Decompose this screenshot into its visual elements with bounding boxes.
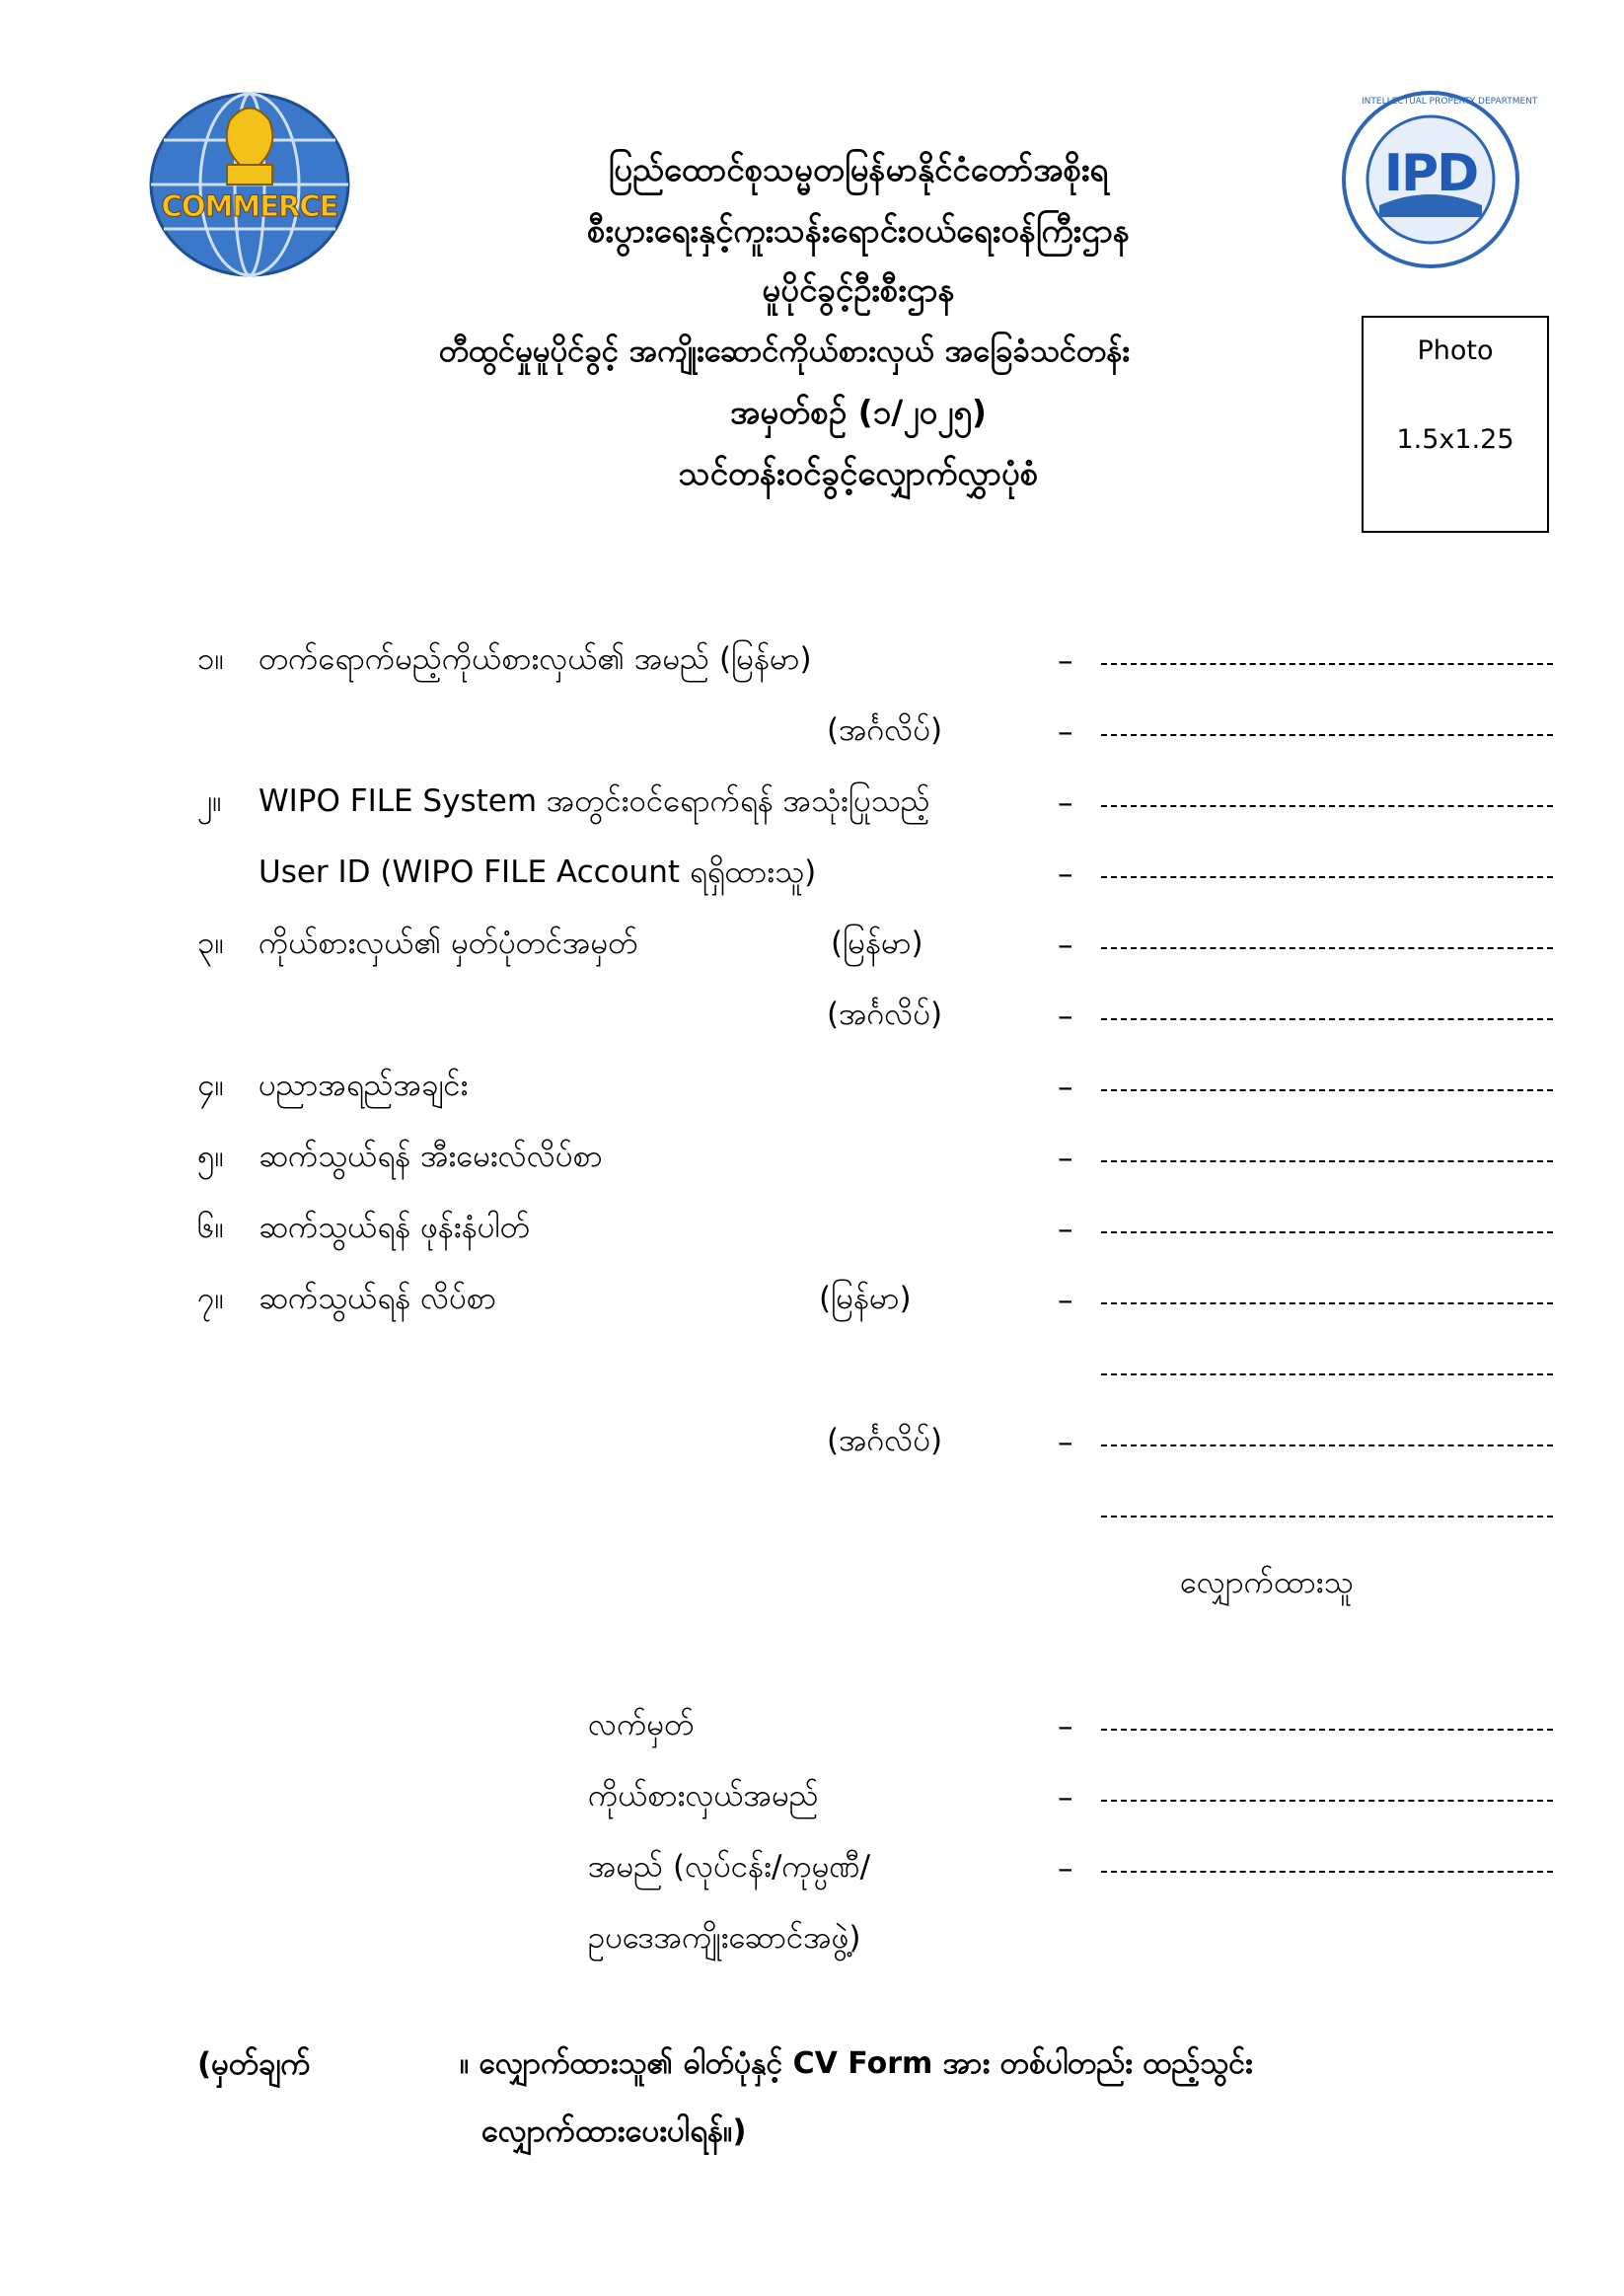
- field-7-myanmar-input-2[interactable]: [1101, 1373, 1553, 1375]
- field-2-dash: –: [1058, 785, 1073, 821]
- field-2-input[interactable]: [1101, 805, 1553, 807]
- field-7-english-label: (အင်္ဂလိပ်): [827, 1423, 943, 1458]
- field-7-english-input-2[interactable]: [1101, 1516, 1553, 1518]
- commerce-logo-text: COMMERCE: [161, 189, 338, 223]
- field-3-dash: –: [1058, 927, 1073, 963]
- header-line-2: စီးပွားရေးနှင့်ကူးသန်းရောင်းဝယ်ရေးဝန်ကြီးဌာန: [586, 211, 1131, 250]
- field-7-myanmar-label: (မြန်မာ): [819, 1281, 912, 1316]
- field-5-input[interactable]: [1101, 1160, 1553, 1162]
- org-name-dash: –: [1058, 1851, 1073, 1887]
- field-6-dash: –: [1058, 1212, 1073, 1247]
- header-line-3: မူပိုင်ခွင့်ဦးစီးဌာန: [762, 270, 955, 309]
- org-name-input[interactable]: [1101, 1871, 1553, 1873]
- field-7-myanmar-input[interactable]: [1101, 1302, 1553, 1304]
- ipd-ring-text: INTELLECTUAL PROPERTY DEPARTMENT: [1362, 97, 1538, 107]
- field-2-userid-dash: –: [1058, 856, 1073, 892]
- commerce-logo: [146, 91, 353, 278]
- ipd-logo-text: IPD: [1383, 144, 1478, 203]
- header-line-4: တီထွင်မှုမူပိုင်ခွင့် အကျိုးဆောင်ကိုယ်စားလှယ် အခြေခံသင်တန်း: [438, 333, 1131, 369]
- field-7-english-input[interactable]: [1101, 1444, 1553, 1446]
- signature-dash: –: [1058, 1709, 1073, 1744]
- signature-label: လက်မှတ်: [588, 1707, 695, 1742]
- note-text-2: လျှောက်ထားပေးပါရန်။): [481, 2113, 747, 2149]
- agent-name-label: ကိုယ်စားလှယ်အမည်: [588, 1778, 819, 1814]
- field-1-label: တက်ရောက်မည့်ကိုယ်စားလှယ်၏ အမည် (မြန်မာ): [258, 641, 812, 677]
- field-3-myanmar-label: (မြန်မာ): [831, 926, 923, 961]
- field-3-myanmar-input[interactable]: [1101, 947, 1553, 949]
- field-7-english-dash: –: [1058, 1425, 1073, 1460]
- field-4-label: ပညာအရည်အချင်း: [258, 1068, 469, 1103]
- field-5-label: ဆက်သွယ်ရန် အီးမေးလ်လိပ်စာ: [258, 1139, 603, 1174]
- field-2-label: WIPO FILE System အတွင်းဝင်ရောက်ရန် အသုံးပြုသည့်: [258, 783, 930, 819]
- note-text-1: ။ လျှောက်ထားသူ၏ ဓါတ်ပုံနှင့် CV Form အား တစ်ပါတည်း ထည့်သွင်း: [460, 2046, 1253, 2081]
- field-2-number: ၂။: [197, 783, 222, 819]
- header-line-5: အမှတ်စဉ် (၁/၂၀၂၅): [730, 393, 987, 431]
- note-label: (မှတ်ချက်: [197, 2046, 311, 2082]
- photo-placeholder[interactable]: [1362, 316, 1549, 533]
- field-1-dash: –: [1058, 643, 1073, 679]
- field-6-input[interactable]: [1101, 1231, 1553, 1233]
- field-3-number: ၃။: [197, 926, 224, 961]
- field-1-myanmar-input[interactable]: [1101, 663, 1553, 665]
- field-3-label: ကိုယ်စားလှယ်၏ မှတ်ပုံတင်အမှတ်: [258, 926, 638, 961]
- field-4-dash: –: [1058, 1070, 1073, 1105]
- field-5-dash: –: [1058, 1141, 1073, 1176]
- field-7-number: ၇။: [197, 1281, 224, 1316]
- field-3-english-dash: –: [1058, 999, 1073, 1034]
- field-5-number: ၅။: [197, 1139, 224, 1174]
- field-6-number: ၆။: [197, 1210, 224, 1245]
- field-6-label: ဆက်သွယ်ရန် ဖုန်းနံပါတ်: [258, 1210, 530, 1245]
- field-1-number: ၁။: [197, 641, 224, 677]
- field-1-english-label: (အင်္ဂလိပ်): [827, 712, 943, 748]
- agent-name-input[interactable]: [1101, 1800, 1553, 1802]
- org-name-label: အမည် (လုပ်ငန်း/ကုမ္ပဏီ/: [588, 1849, 871, 1885]
- globe-icon: [146, 91, 353, 278]
- header-line-6: သင်တန်းဝင်ခွင့်လျှောက်လွှာပုံစံ: [678, 454, 1039, 492]
- field-2-userid-input[interactable]: [1101, 876, 1553, 878]
- photo-size: 1.5x1.25: [1396, 424, 1514, 455]
- ipd-logo: [1340, 89, 1538, 270]
- org-name-label-2: ဥပဒေအကျိုးဆောင်အဖွဲ့): [588, 1920, 861, 1956]
- field-1-english-dash: –: [1058, 714, 1073, 750]
- field-3-english-label: (အင်္ဂလိပ်): [827, 997, 943, 1032]
- field-7-dash: –: [1058, 1283, 1073, 1318]
- field-1-english-input[interactable]: [1101, 734, 1553, 736]
- field-4-input[interactable]: [1101, 1089, 1553, 1091]
- applicant-heading: လျှောက်ထားသူ: [1180, 1565, 1354, 1600]
- signature-input[interactable]: [1101, 1729, 1553, 1731]
- photo-label: Photo: [1417, 335, 1494, 366]
- field-2-label-2: User ID (WIPO FILE Account ရရှိထားသူ): [258, 854, 817, 890]
- agent-name-dash: –: [1058, 1780, 1073, 1815]
- field-7-label: ဆက်သွယ်ရန် လိပ်စာ: [258, 1281, 496, 1316]
- field-4-number: ၄။: [197, 1068, 224, 1103]
- field-3-english-input[interactable]: [1101, 1018, 1553, 1020]
- header-line-1: ပြည်ထောင်စုသမ္မတမြန်မာနိုင်ငံတော်အစိုးရ: [608, 150, 1109, 188]
